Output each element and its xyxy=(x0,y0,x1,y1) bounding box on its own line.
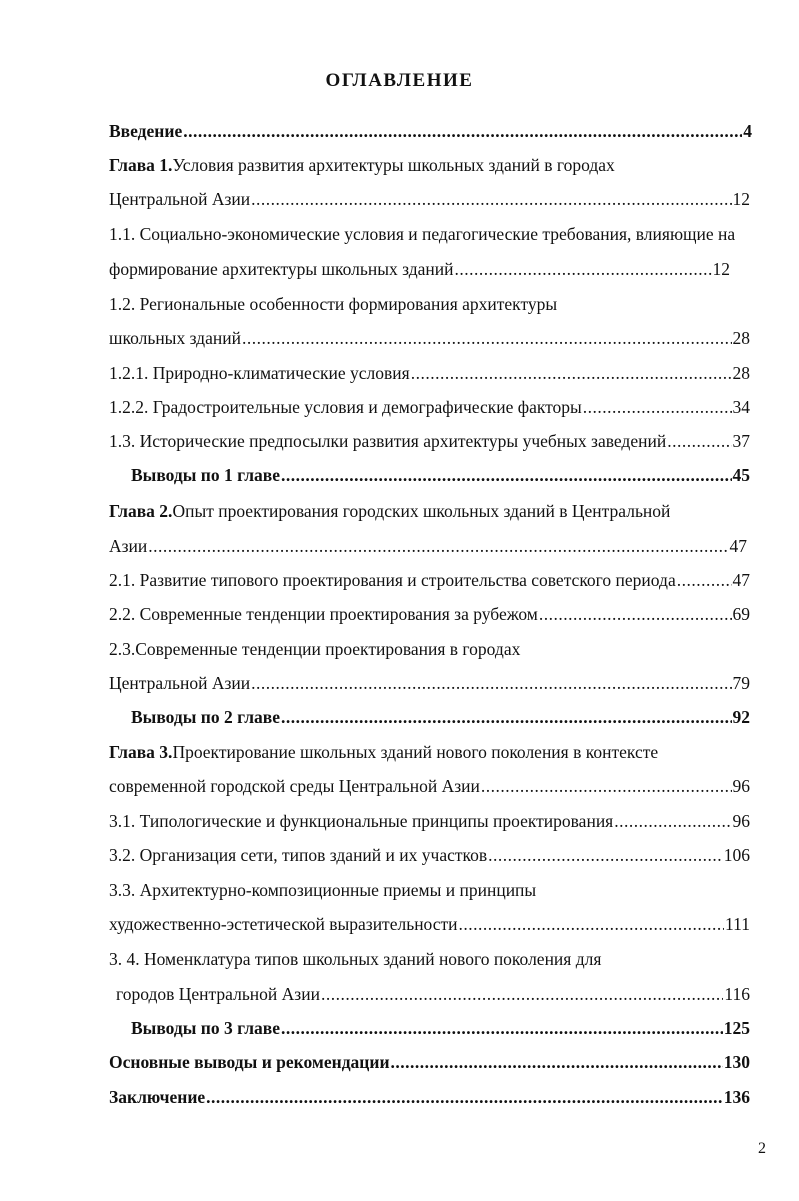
toc-entry-text: 1.1. Социально-экономические условия и педагогические требования, влияющие на xyxy=(109,224,736,244)
toc-entry-conclusions-1 xyxy=(131,462,750,488)
toc-entry-1-1-cont xyxy=(109,256,730,282)
toc-leader xyxy=(583,394,732,420)
toc-entry-text: Заключение xyxy=(109,1087,206,1107)
toc-entry-text: 1.3. Исторические предпосылки развития архитектуры учебных заведений xyxy=(109,431,667,451)
toc-page-number: 28 xyxy=(732,328,750,348)
toc-page-number: 130 xyxy=(723,1052,750,1072)
toc-page-number: 69 xyxy=(732,604,750,624)
toc-entry-chapter-1 xyxy=(109,152,615,178)
toc-entry-text: 3.2. Организация сети, типов зданий и их участков xyxy=(109,845,488,865)
toc-entry-3-3 xyxy=(109,877,536,903)
toc-entry-text: Центральной Азии xyxy=(109,673,251,693)
toc-entry-text: Основные выводы и рекомендации xyxy=(109,1052,390,1072)
toc-entry-text: Проектирование школьных зданий нового поколения в контексте xyxy=(172,742,659,762)
toc-entry-3-4-cont xyxy=(116,981,750,1007)
toc-page-number: 34 xyxy=(732,397,750,417)
toc-leader xyxy=(251,670,731,696)
page-title: ОГЛАВЛЕНИЕ xyxy=(325,70,474,91)
toc-entry-2-3-cont xyxy=(109,670,750,696)
toc-leader xyxy=(539,601,732,627)
toc-leader xyxy=(614,808,731,834)
toc-page-number: 106 xyxy=(723,845,750,865)
toc-leader xyxy=(242,325,732,351)
toc-leader xyxy=(251,186,731,212)
toc-entry-text: 1.2.2. Градостроительные условия и демографические факторы xyxy=(109,397,582,417)
toc-page-number: 37 xyxy=(732,431,750,451)
toc-page-number: 45 xyxy=(732,465,750,485)
toc-entry-intro xyxy=(109,118,752,144)
toc-entry-chapter-2 xyxy=(109,498,670,524)
toc-leader xyxy=(391,1049,723,1075)
toc-leader xyxy=(459,911,725,937)
toc-entry-main-conclusions xyxy=(109,1049,750,1075)
toc-page-number: 111 xyxy=(725,914,750,934)
toc-entry-text: художественно-эстетической выразительности xyxy=(109,914,458,934)
toc-entry-text: современной городской среды Центральной Азии xyxy=(109,776,480,796)
toc-entry-3-2 xyxy=(109,842,750,868)
toc-entry-chapter-3-cont xyxy=(109,773,750,799)
toc-entry-text: 3. 4. Номенклатура типов школьных зданий нового поколения для xyxy=(109,949,602,969)
page-number: 2 xyxy=(758,1140,766,1157)
toc-entry-final xyxy=(109,1084,750,1110)
toc-entry-text: городов Центральной Азии xyxy=(116,984,320,1004)
toc-entry-text: Азии xyxy=(109,536,148,556)
toc-leader xyxy=(281,462,732,488)
toc-entry-1-2-2 xyxy=(109,394,750,420)
toc-entry-text: Введение xyxy=(109,121,183,141)
toc-page-number: 47 xyxy=(729,536,747,556)
toc-entry-1-3 xyxy=(109,428,750,454)
toc-entry-1-1 xyxy=(109,221,735,247)
toc-entry-text: школьных зданий xyxy=(109,328,241,348)
toc-leader xyxy=(488,842,723,868)
toc-entry-text: 2.1. Развитие типового проектирования и строительства советского периода xyxy=(109,570,676,590)
toc-entry-conclusions-3 xyxy=(131,1015,750,1041)
toc-page-number: 96 xyxy=(732,811,750,831)
toc-leader xyxy=(455,256,712,282)
toc-page-number: 125 xyxy=(723,1018,750,1038)
toc-page-number: 28 xyxy=(732,363,750,383)
chapter-label: Глава 3. xyxy=(109,742,173,762)
toc-entry-chapter-1-cont xyxy=(109,186,750,212)
toc-page-number: 116 xyxy=(724,984,750,1004)
toc-leader xyxy=(183,118,742,144)
toc-entry-text: формирование архитектуры школьных зданий xyxy=(109,259,454,279)
chapter-label: Глава 1. xyxy=(109,155,173,175)
toc-entry-2-3 xyxy=(109,636,520,662)
toc-page-number: 4 xyxy=(743,121,752,141)
toc-entry-1-2 xyxy=(109,291,557,317)
toc-leader xyxy=(667,428,731,454)
toc-entry-2-2 xyxy=(109,601,750,627)
toc-entry-text: 1.2.1. Природно-климатические условия xyxy=(109,363,410,383)
toc-entry-text: Выводы по 3 главе xyxy=(131,1018,280,1038)
toc-page-number: 47 xyxy=(732,570,750,590)
toc-entry-2-1 xyxy=(109,567,750,593)
toc-entry-chapter-3 xyxy=(109,739,658,765)
toc-leader xyxy=(148,533,728,559)
toc-entry-text: Условия развития архитектуры школьных зданий в городах xyxy=(172,155,615,175)
toc-leader xyxy=(281,704,732,730)
toc-page-number: 79 xyxy=(732,673,750,693)
toc-leader xyxy=(481,773,732,799)
toc-entry-1-2-1 xyxy=(109,360,750,386)
toc-entry-text: 2.3.Современные тенденции проектирования в городах xyxy=(109,639,521,659)
toc-leader xyxy=(281,1015,723,1041)
toc-leader xyxy=(411,360,732,386)
toc-entry-text: 1.2. Региональные особенности формирования архитектуры xyxy=(109,294,558,314)
toc-entry-text: Опыт проектирования городских школьных зданий в Центральной xyxy=(172,501,671,521)
chapter-label: Глава 2. xyxy=(109,501,173,521)
toc-entry-3-3-cont xyxy=(109,911,750,937)
toc-entry-text: 3.1. Типологические и функциональные принципы проектирования xyxy=(109,811,614,831)
toc-entry-3-1 xyxy=(109,808,750,834)
toc-leader xyxy=(677,567,732,593)
toc-entry-text: Выводы по 2 главе xyxy=(131,707,280,727)
toc-entry-text: 3.3. Архитектурно-композиционные приемы и принципы xyxy=(109,880,537,900)
toc-leader xyxy=(206,1084,723,1110)
toc-entry-1-2-cont xyxy=(109,325,750,351)
toc-page-number: 12 xyxy=(732,189,750,209)
toc-page-number: 136 xyxy=(723,1087,750,1107)
toc-entry-chapter-2-cont xyxy=(109,533,747,559)
toc-page-number: 96 xyxy=(732,776,750,796)
toc-leader xyxy=(321,981,723,1007)
toc-entry-3-4 xyxy=(109,946,601,972)
toc-page-number: 12 xyxy=(712,259,730,279)
toc-page-number: 92 xyxy=(732,707,750,727)
toc-entry-text: Центральной Азии xyxy=(109,189,251,209)
toc-entry-conclusions-2 xyxy=(131,704,750,730)
toc-entry-text: Выводы по 1 главе xyxy=(131,465,280,485)
toc-entry-text: 2.2. Современные тенденции проектирования за рубежом xyxy=(109,604,538,624)
